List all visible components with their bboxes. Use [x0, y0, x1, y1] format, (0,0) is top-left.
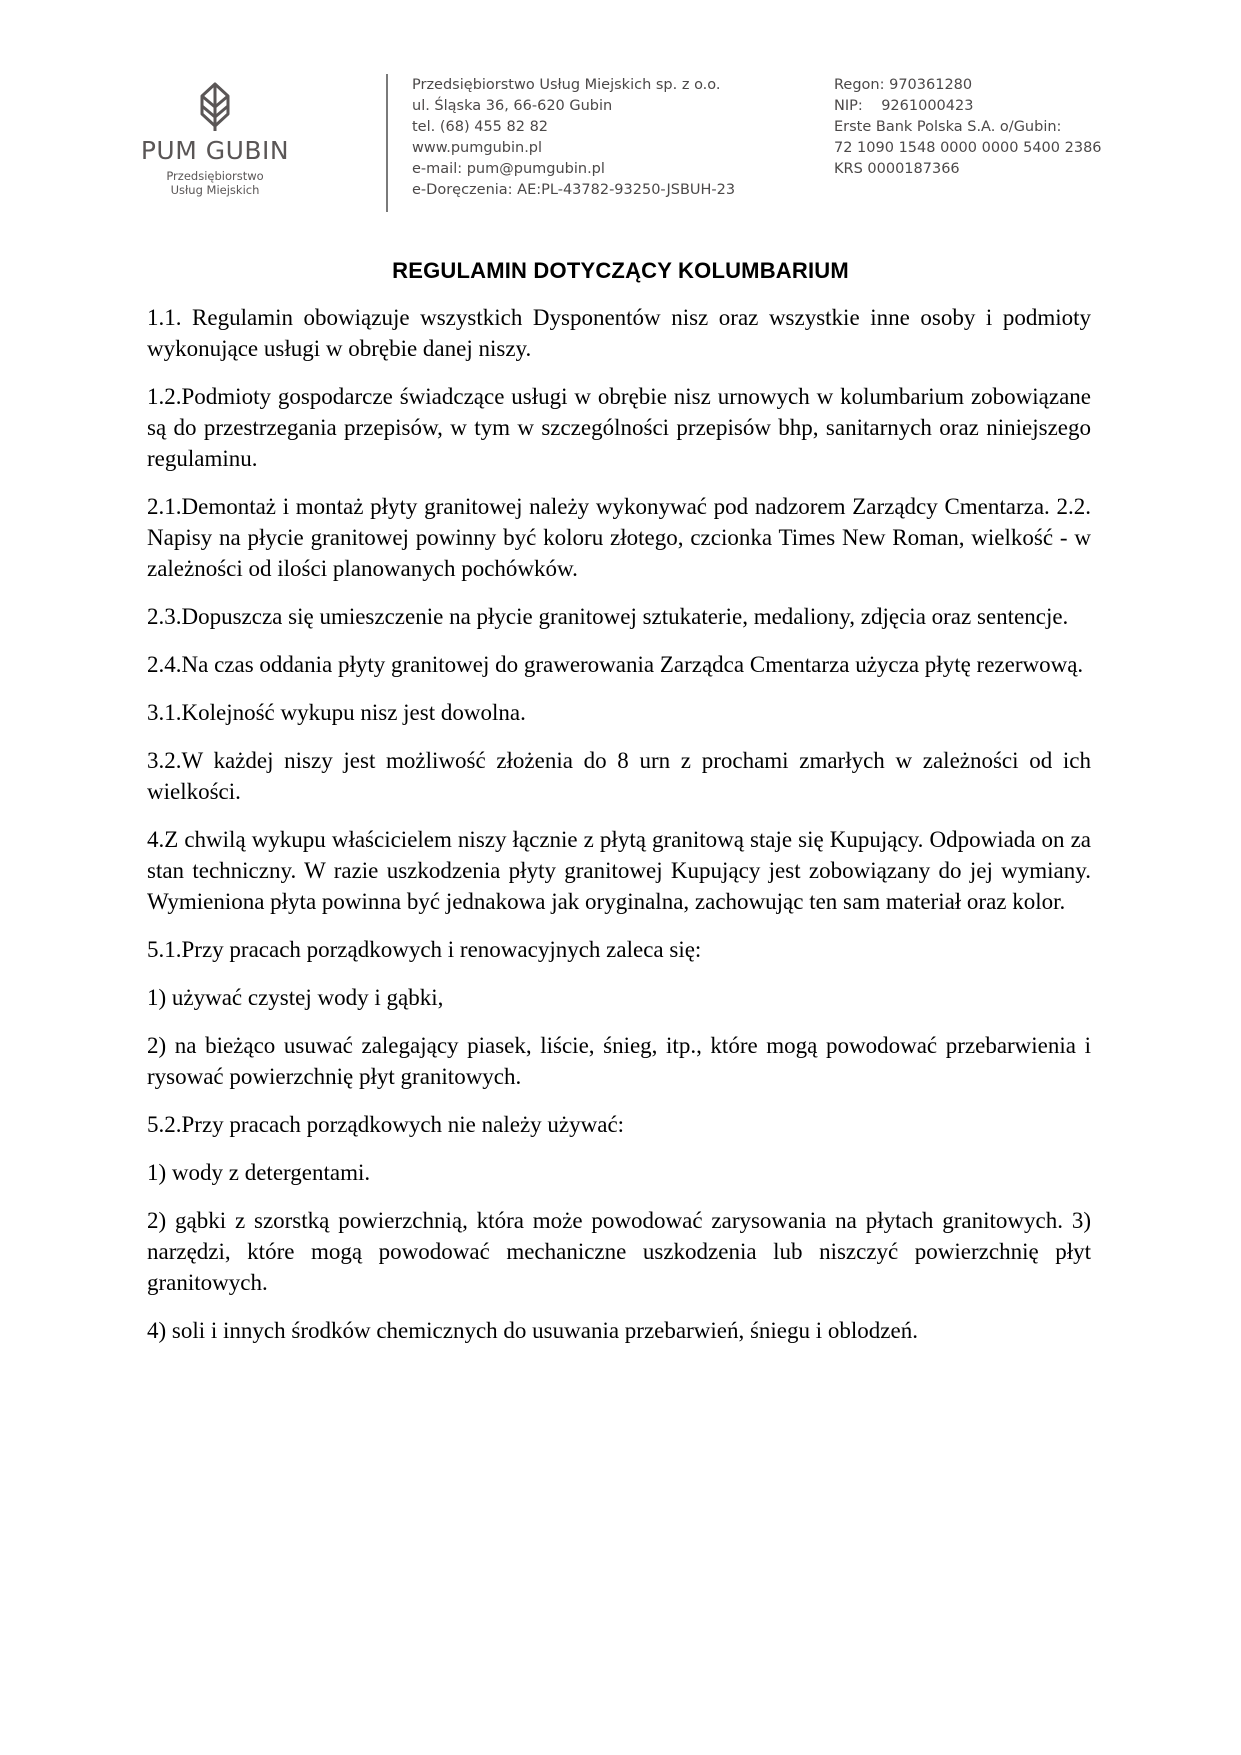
paragraph: 3.2.W każdej niszy jest możliwość złożenia do 8 urn z prochami zmarłych w zależności od ich wielkości. — [147, 748, 1091, 804]
paragraph: 1.1. Regulamin obowiązuje wszystkich Dysponentów nisz oraz wszystkie inne osoby i podmioty wykonujące usługi w obrębie danej niszy. — [147, 305, 1091, 361]
document-body — [147, 302, 1091, 1363]
company-email: e-mail: pum@pumgubin.pl — [412, 161, 605, 177]
header-divider — [386, 74, 388, 212]
nip: NIP: 9261000423 — [834, 98, 974, 114]
logo-subtitle-line: Usług Miejskich — [170, 183, 260, 197]
paragraph: 2) gąbki z szorstką powierzchnią, która może powodować zarysowania na płytach granitowych. 3) narzędzi, które mogą powodować mechaniczne uszkodzenia lub niszczyć powierzchnię płyt granitowych. — [147, 1208, 1091, 1295]
company-logo — [140, 82, 290, 197]
paragraph: 5.2.Przy pracach porządkowych nie należy używać: — [147, 1112, 625, 1137]
paragraph: 2) na bieżąco usuwać zalegający piasek, liście, śnieg, itp., które mogą powodować przebarwienia i rysować powierzchnię płyt granitowych. — [147, 1033, 1091, 1089]
logo-name: PUM GUBIN — [140, 136, 290, 165]
company-edelivery: e-Doręczenia: AE:PL-43782-93250-JSBUH-23 — [412, 182, 736, 198]
company-registry-block — [834, 75, 1102, 180]
krs: KRS 0000187366 — [834, 161, 960, 177]
paragraph: 3.1.Kolejność wykupu nisz jest dowolna. — [147, 700, 526, 725]
logo-subtitle — [140, 169, 290, 197]
paragraph: 4.Z chwilą wykupu właścicielem niszy łącznie z płytą granitową staje się Kupujący. Odpowiada on za stan techniczny. W razie uszkodzenia płyty granitowej Kupujący jest zobowiązany do jej wymiany. Wymieniona płyta powinna być jednakowa jak oryginalna, zachowując ten sam materiał oraz kolor. — [147, 827, 1091, 914]
company-website: www.pumgubin.pl — [412, 140, 543, 156]
company-phone: tel. (68) 455 82 82 — [412, 119, 549, 135]
document-title: REGULAMIN DOTYCZĄCY KOLUMBARIUM — [392, 258, 849, 283]
paragraph: 5.1.Przy pracach porządkowych i renowacyjnych zaleca się: — [147, 937, 702, 962]
logo-subtitle-line: Przedsiębiorstwo — [166, 169, 264, 183]
paragraph: 1) wody z detergentami. — [147, 1160, 371, 1185]
paragraph: 2.1.Demontaż i montaż płyty granitowej należy wykonywać pod nadzorem Zarządcy Cmentarza. 2.2. Napisy na płycie granitowej powinny być koloru złotego, czcionka Times New Roman, wielkość - w zależności od ilości planowanych pochówków. — [147, 494, 1091, 581]
regon: Regon: 970361280 — [834, 77, 973, 93]
company-address: ul. Śląska 36, 66-620 Gubin — [412, 98, 613, 114]
leaf-icon — [197, 82, 233, 132]
paragraph: 2.3.Dopuszcza się umieszczenie na płycie granitowej sztukaterie, medaliony, zdjęcia oraz sentencje. — [147, 604, 1069, 629]
company-contact-block — [412, 75, 735, 201]
paragraph: 2.4.Na czas oddania płyty granitowej do grawerowania Zarządca Cmentarza użycza płytę rezerwową. — [147, 652, 1084, 677]
paragraph: 4) soli i innych środków chemicznych do usuwania przebarwień, śniegu i oblodzeń. — [147, 1318, 918, 1343]
bank-name: Erste Bank Polska S.A. o/Gubin: — [834, 119, 1062, 135]
paragraph: 1.2.Podmioty gospodarcze świadczące usługi w obrębie nisz urnowych w kolumbarium zobowiązane są do przestrzegania przepisów, w tym w szczególności przepisów bhp, sanitarnych oraz niniejszego regulaminu. — [147, 384, 1091, 471]
bank-account: 72 1090 1548 0000 0000 5400 2386 — [834, 140, 1102, 156]
paragraph: 1) używać czystej wody i gąbki, — [147, 985, 444, 1010]
company-name: Przedsiębiorstwo Usług Miejskich sp. z o.o. — [412, 77, 721, 93]
